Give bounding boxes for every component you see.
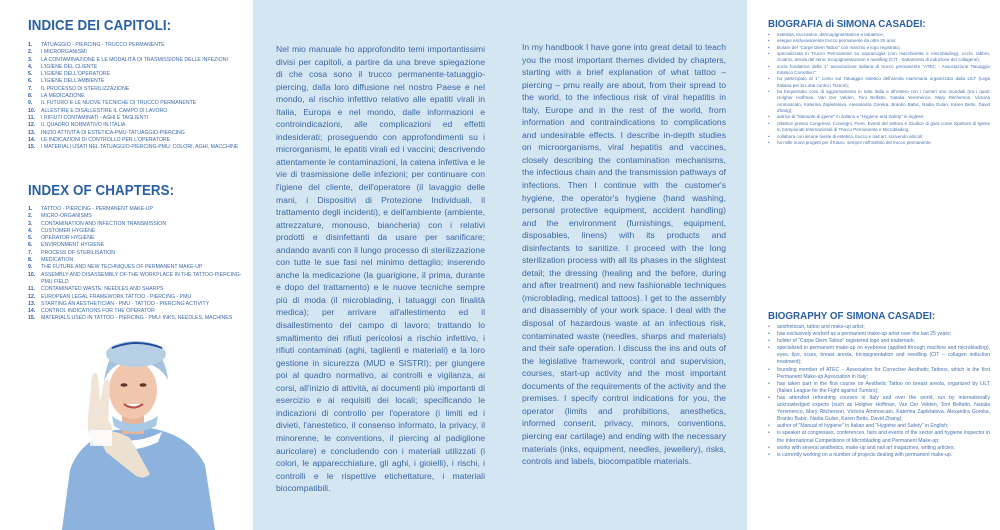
bio-bullet: • ha frequentato corsi di aggiornamento in tutta Italia e all'estero con i numeri uno mondiali (tra i quali: Holgher Hoffman, Van Der Velden, Toni Belfatto, Natalia Yeremenco, Mary Ritcherson, Victoria Ammoscato, Katerina Zapletalova, Alessandra Goreka, Branko Babic, Nadia Gulan, Karen Betts, David Zhang); (768, 89, 990, 114)
index-entry-title: INIZIO ATTIVITÀ DI ESTETICA-PMU-TATUAGGIO-PIERCING (41, 129, 185, 136)
index-entry-title: LA CONTAMINAZIONE E LE MODALITÀ DI TRASMISSIONE DELLE INFEZIONI (41, 56, 228, 63)
index-entry-number: 13. (28, 300, 36, 307)
index-entry-title: I RIFIUTI CONTAMINATI - AGHI E TAGLIENTI (41, 114, 149, 121)
bio-bullet: • has exclusively worked as a permanent make-up artist over the last 25 years; (768, 331, 990, 338)
index-entry (28, 250, 253, 257)
index-entry-title: TATTOO - PIERCING - PERMANENT MAKE-UP (41, 206, 154, 212)
index-entry-title: CONTAMINATION AND INFECTION TRANSMISSION (41, 220, 167, 227)
index-entry (28, 71, 253, 78)
index-entry-title: TATUAGGIO - PIERCING - TRUCCO PERMANENTE (41, 42, 165, 48)
index-entry-number: 7. (28, 85, 33, 92)
bio-bullet: • estetista, truccatrice, dermopigmentatrice e tatuatrice; (768, 32, 990, 38)
index-entry-title: CUSTOMER HYGIENE (41, 227, 96, 234)
index-entry-number: 11. (28, 286, 35, 293)
bio-bullet: • relatrice presso Congressi, Convegni, Fiere, Eventi del settore e Giudice di gara come Ispettore di Igiene in Campionati Internazionali di Trucco Permanente e Microblading; (768, 121, 990, 134)
index-entry-title: CONTROL INDICATIONS FOR THE OPERATOR (41, 308, 155, 315)
index-entry-title: I MATERIALI USATI NEL TATUAGGIO-PIERCING-PMU: COLORI, AGHI, MACCHINE (41, 144, 239, 151)
index-entry-number: 10. (28, 271, 36, 278)
index-entry-title: L'IGIENE DELL'OPERATORE (41, 71, 110, 78)
index-entry (28, 221, 253, 228)
index-entry (28, 100, 253, 107)
index-entry (28, 144, 253, 151)
index-entry-title: PROCESS OF STERILISATION (41, 249, 115, 256)
bio-en-title: BIOGRAPHY OF SIMONA CASADEI: (768, 311, 936, 322)
operator-in-ppe-photo (40, 330, 230, 530)
bio-bullet: • specializzata in Trucco Permanente su sopracciglia (con macchinetta e microblading), occhi, labbra, cicatrici, areola del seno, tricopigmentazione e needling (CIT - trattamento di induzione del collagene); (768, 51, 990, 64)
index-entry-title: ALLESTIRE E DISALLESTIRE IL CAMPO DI LAVORO (41, 107, 168, 114)
index-entry (28, 64, 253, 71)
left-column (0, 0, 253, 530)
bio-bullet: • specialized in permanent make-up on eyebrows (applied through machine and microblading), eyes, lips, scars, breast areola, tricopignentation and needling (CIT – collagen induction treatment); (768, 345, 990, 366)
index-entry-number: 4. (28, 63, 33, 70)
index-entry (28, 301, 253, 308)
index-entry-number: 8. (28, 93, 33, 100)
index-entry-number: 7. (28, 249, 33, 256)
index-entry-number: 4. (28, 227, 33, 234)
index-entry-number: 8. (28, 257, 33, 264)
index-entry (28, 57, 253, 64)
bio-en-list (768, 324, 990, 459)
bio-bullet: • aesthetician, tattoo and make-up artist; (768, 324, 990, 331)
bio-bullet: • titolare del "Carpe Diem Tattoo" con marchio e logo registrato; (768, 45, 990, 51)
index-entry-title: CONTAMINATED WASTE: NEEDLES AND SHARPS (41, 286, 164, 293)
bio-bullet: • esegue esclusivamente trucco permanente da oltre 25 anni; (768, 38, 990, 44)
index-entry-title: OPERATOR HYGIENE (41, 235, 95, 242)
index-en-title: INDEX OF CHAPTERS: (28, 183, 175, 199)
index-entry-title: IL FUTURO E LE NUOVE TECNICHE DI TRUCCO PERMANENTE (41, 100, 197, 107)
index-entry-title: ASSEMBLY AND DISASSEMBLY OF THE WORKPLACE IN THE TATTOO-PIERCING-PMU FIELD (41, 271, 242, 285)
index-entry-number: 1. (28, 42, 33, 48)
index-entry-title: MICRO-ORGANISMS (41, 213, 92, 220)
index-entry-title: IL QUADRO NORMATIVO IN ITALIA (41, 122, 126, 129)
index-entry-number: 3. (28, 56, 33, 63)
description-english: In my handbook I have gone into great detail to teach you the most important themes divided by chapters, starting with a brief explanation of what tattoo – piercing – pmu really are about, from their spread to the world, to the infectious risk of viral hepatitis in Italy, Europe and in the rest of the world, from information and contraindications to complications and undesirable effects. I describe in-depth studies on microorganisms, viral hepatitis and vaccines, closely describing the contamination mechanisms, the infectious chain and the transmission pathways of infections. Then I continue with the customer's hygiene, the operator's hygiene (hand washing, personal protective equipment, accident handling) and the environment (furnishings, equipment, disposables, linens) with its products and disinfectants to sanitize. I proceed with the long sterilization process with all its phases in the slightest detail; the dressing (healing and the before, during and after treatment) and new fashionable techniques (microblading, medical tattoos). I get to the assembly and disassembly of your work space. I deal with the disposal of hazardous waste at an infectious risk, contaminated waste (needles, sharps and materials) and their safe operation. I discuss the ins and outs of the legislative framework, control and supervision, courses, start-up activity and the most important documents of the requirements of the activity and the premises. I specify control indications for you, the operator (limits and prohibitions, anesthetics, informed consent, privacy, minors, conventions, piercing ear cartilage) and ending with the necessary materials (inks, equipment, needles, jewellery), risks, controls and labels, biocompatible materials. (522, 42, 726, 467)
index-entry (28, 49, 253, 56)
index-en-list (28, 206, 253, 323)
index-entry-number: 6. (28, 78, 33, 85)
index-entry-title: ENVIRONMENT HYGIENE (41, 242, 105, 249)
index-entry-title: I MICRORGANISMI (41, 49, 87, 56)
index-entry-number: 2. (28, 49, 33, 56)
index-entry-number: 14. (28, 136, 36, 143)
index-entry-number: 9. (28, 264, 33, 271)
bio-bullet: • has taken part in the first course on Aesthetic Tattoo on breast areola, organized by LILT (Italian League for the Fight against Tumors); (768, 381, 990, 395)
index-entry-title: THE FUTURE AND NEW TECHNIQUES OF PERMANENT MAKE-UP (41, 264, 203, 271)
index-entry (28, 272, 253, 287)
index-entry-number: 5. (28, 235, 33, 242)
index-entry-number: 10. (28, 107, 36, 114)
index-entry-title: LE INDICAZIONI DI CONTROLLO PER L'OPERATORE (41, 136, 171, 143)
bio-bullet: • ha mille nuovi progetti per il futuro, sempre nell'ambito del trucco permanente. (768, 140, 990, 146)
bio-bullet: • socia fondatrice della 1° associazione italiana di trucco permanente "ATEC - Associazione Tatuaggio Estetico Correttivo"; (768, 64, 990, 77)
index-entry-title: LA MEDICAZIONE (41, 93, 85, 100)
bio-bullet: • is currently working on a number of projects dealing with permanent make-up. (768, 452, 990, 459)
index-entry-number: 2. (28, 213, 33, 220)
index-entry-number: 15. (28, 315, 36, 322)
index-entry (28, 235, 253, 242)
index-entry (28, 115, 253, 122)
bio-bullet: • is speaker at congresses, conferences, fairs and events of the sector and hygiene inspector in the International Competitions of Microblading and Permanent Make-up; (768, 430, 990, 444)
index-entry-number: 12. (28, 122, 36, 129)
bio-bullet: • collabora con alcune riviste di estetica, trucco e nail art, scrivendo articoli; (768, 134, 990, 140)
bio-it-title: BIOGRAFIA di SIMONA CASADEI: (768, 19, 926, 30)
index-entry (28, 228, 253, 235)
index-entry-title: L'IGIENE DEL CLIENTE (41, 63, 98, 70)
index-entry (28, 294, 253, 301)
index-entry (28, 130, 253, 137)
index-entry (28, 122, 253, 129)
index-entry-number: 13. (28, 129, 36, 136)
index-entry-title: IL PROCESSO DI STERILIZZAZIONE (41, 85, 130, 92)
index-entry-number: 9. (28, 100, 33, 107)
index-entry-number: 11. (28, 114, 35, 121)
bio-bullet: • author of "Manual of hygiene" in Italian and "Hygiene and Safety" in English; (768, 423, 990, 430)
index-entry (28, 264, 253, 271)
bio-it-list (768, 32, 990, 146)
index-entry-title: EUROPEAN LEGAL FRAMEWORK TATTOO - PIERCING - PMU (41, 293, 192, 300)
index-entry (28, 86, 253, 93)
index-entry-title: STARTING AN AESTHETICIAN - PMU - TATTOO - PIERCING ACTIVITY (41, 300, 210, 307)
index-it-title: INDICE DEI CAPITOLI: (28, 18, 172, 34)
index-entry (28, 257, 253, 264)
bio-bullet: • has attended refreshing courses in Italy and over the world, run by internationally acknowledged experts (such as Holgher Hoffman, Van Der Velden, Toni Belfatto, Natalia Yeremenco, Mary Ritcherson, Victoria Ammoscato, Katerina Zapletalova, Alexandra Goreka, Branko Babic, Nadia Gulan, Karen Betts, David Zhang); (768, 395, 990, 423)
index-entry (28, 315, 253, 322)
index-entry (28, 206, 253, 213)
index-entry-number: 5. (28, 71, 33, 78)
index-entry-number: 3. (28, 220, 33, 227)
index-entry (28, 93, 253, 100)
index-entry (28, 137, 253, 144)
index-entry-number: 15. (28, 144, 36, 151)
index-entry (28, 286, 253, 293)
bio-bullet: • holder of "Carpe Diem Tattoo" registered logo and trademark; (768, 338, 990, 345)
index-entry (28, 42, 253, 49)
index-entry (28, 78, 253, 85)
index-entry-number: 6. (28, 242, 33, 249)
bio-bullet: • works with several aesthetics, make-up and nail art magazines, writing articles; (768, 445, 990, 452)
index-entry (28, 242, 253, 249)
description-italian: Nel mio manuale ho approfondito temi importantissimi divisi per capitoli, a partire da una breve spiegazione di che cosa sono il trucco permanente-tatuaggio-piercing, dalla loro diffusione nel nostro Paese e nel mondo, al rischio infettivo relativo alle epatiti virali in Italia, Europa e nel mondo, dalle informazioni e controindicazioni, alle complicazioni ed effetti indesiderati; proseguendo con approfondimenti su i microrganismi, le epatiti virali ed i vaccini; descrivendo attentamente le contaminazioni, la catena infettiva e le vie di trasmissione delle infezioni; per continuare con l'igiene del cliente, dell'operatore (il lavaggio delle mani, i Dispositivi di Protezione Individuali, il trattamento degli incidenti), e dell'ambiente (ambiente, attrezzature, monouso, biancheria) con i relativi prodotti e disinfettanti da usare per sanificare; andando avanti con il lungo processo di sterilizzazione con tutte le sue fasi nel minimo dettaglio; inserendo anche la medicazione (la guarigione, il prima, durante e dopo del trattamento) e le nuove tecniche sempre più di moda (il microblading, i tatuaggi con finalità medica); per arrivare all'allestimento ed il disallestimento del campo di lavoro; trattando lo smaltimento dei rifiuti pericolosi a rischio infettivo, i rifiuti contaminati (aghi, taglienti e materiali) e la loro gestione in sicurezza (MUD e SISTRI); per giungere poi al quadro normativo, ai controlli e vigilanza, ai corsi, all'inizio di attività, ai documenti più importanti di esercizio e ai requisiti dei locali; specificando le indicazioni di controllo per l'operatore (i limiti ed i divieti, l'anestetico, il consenso informato, la privacy, il minorenne, le conventions, il piercing al padiglione auricolare) e concludendo con i materiali utilizzati (i colori, le apparecchiature, gli aghi, i gioielli), i rischi, i controlli e le rispettive etichettature, i materiali biocompatibili. (276, 44, 485, 494)
bio-bullet: • autrice di "Manuale di igiene" in italiano e "Hygiene and Safety" in inglese; (768, 114, 990, 120)
index-entry (28, 108, 253, 115)
bio-bullet: • ha partecipato al 1° corso sul Tatuaggio estetico dell'areola mammaria organizzato dalla LILT (Lega Italiana per la Lotta contro i Tumori); (768, 76, 990, 89)
index-entry-title: L'IGIENE DELL'AMBIENTE (41, 78, 105, 85)
index-entry-title: MATERIALS USED IN TATTOO - PIERCING - PMU: INKS, NEEDLES, MACHINES (41, 315, 233, 322)
index-entry (28, 308, 253, 315)
bio-bullet: • founding member of ATEC – Association for Corrective Aesthetic Tattoos, which is the first Permanent Make-up Association in Italy; (768, 367, 990, 381)
index-entry-number: 1. (28, 206, 33, 212)
index-entry (28, 213, 253, 220)
index-it-list (28, 42, 253, 151)
index-entry-number: 12. (28, 293, 36, 300)
index-entry-title: MEDICATION (41, 257, 74, 264)
index-entry-number: 14. (28, 308, 36, 315)
